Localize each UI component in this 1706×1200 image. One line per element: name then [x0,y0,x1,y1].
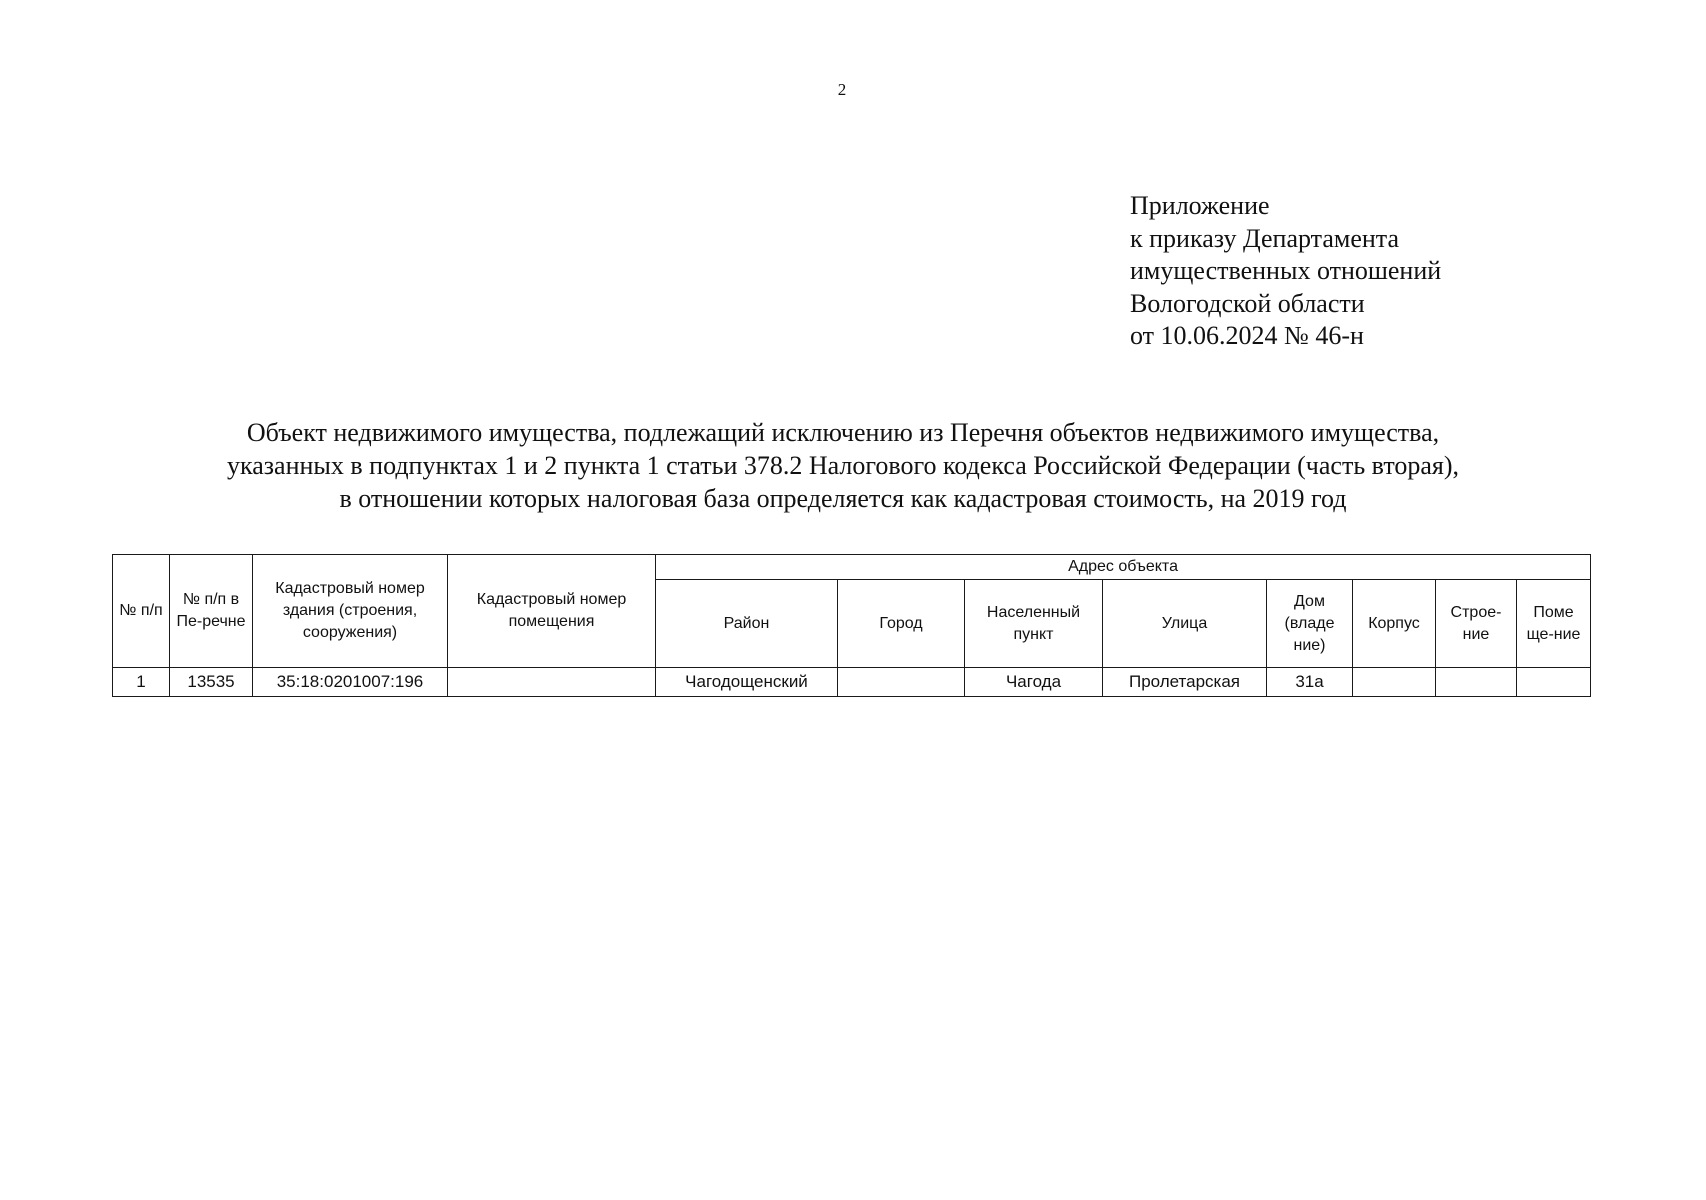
title-line: Объект недвижимого имущества, подлежащий исключению из Перечня объектов недвижимого имущества, [246,418,1440,447]
cell-building-cadastral: 35:18:0201007:196 [253,668,448,697]
cell-korpus [1353,668,1436,697]
title-line: указанных в подпунктах 1 и 2 пункта 1 статьи 378.2 Налогового кодекса Российской Федерации (часть вторая), [227,451,1459,480]
cell-city [838,668,965,697]
cell-house: 31а [1267,668,1353,697]
appendix-line: Приложение [1130,191,1270,220]
header-list-num: № п/п в Пе-речне [170,555,253,668]
header-korpus: Корпус [1353,580,1436,668]
objects-table [112,554,1591,697]
cell-street: Пролетарская [1103,668,1267,697]
cell-structure [1436,668,1517,697]
cell-list-num: 13535 [170,668,253,697]
appendix-line: имущественных отношений [1130,256,1442,285]
header-street: Улица [1103,580,1267,668]
cell-room [1517,668,1591,697]
page-number: 2 [837,80,847,99]
header-settlement: Населенный пункт [965,580,1103,668]
header-building-cadastral: Кадастровый номер здания (строения, сооружения) [253,555,448,668]
header-house: Дом (владе ние) [1267,580,1353,668]
header-num: № п/п [113,555,170,668]
appendix-line: к приказу Департамента [1130,223,1400,253]
header-structure: Строе-ние [1436,580,1517,668]
cell-num: 1 [113,668,170,697]
cell-district: Чагодощенский [656,668,838,697]
header-room-cadastral: Кадастровый номер помещения [448,555,656,668]
cell-settlement: Чагода [965,668,1103,697]
header-room: Поме ще-ние [1517,580,1591,668]
document-title [80,416,1606,515]
title-line: в отношении которых налоговая база определяется как кадастровая стоимость, на 2019 год [339,484,1347,513]
table-row [113,668,1591,697]
appendix-block [1130,190,1441,353]
appendix-order-number: от 10.06.2024 № 46-н [1130,321,1364,350]
cell-room-cadastral [448,668,656,697]
header-district: Район [656,580,838,668]
appendix-line: Вологодской области [1130,288,1365,318]
header-city: Город [838,580,965,668]
table-header-row [113,555,1591,580]
header-address-group: Адрес объекта [656,555,1591,580]
